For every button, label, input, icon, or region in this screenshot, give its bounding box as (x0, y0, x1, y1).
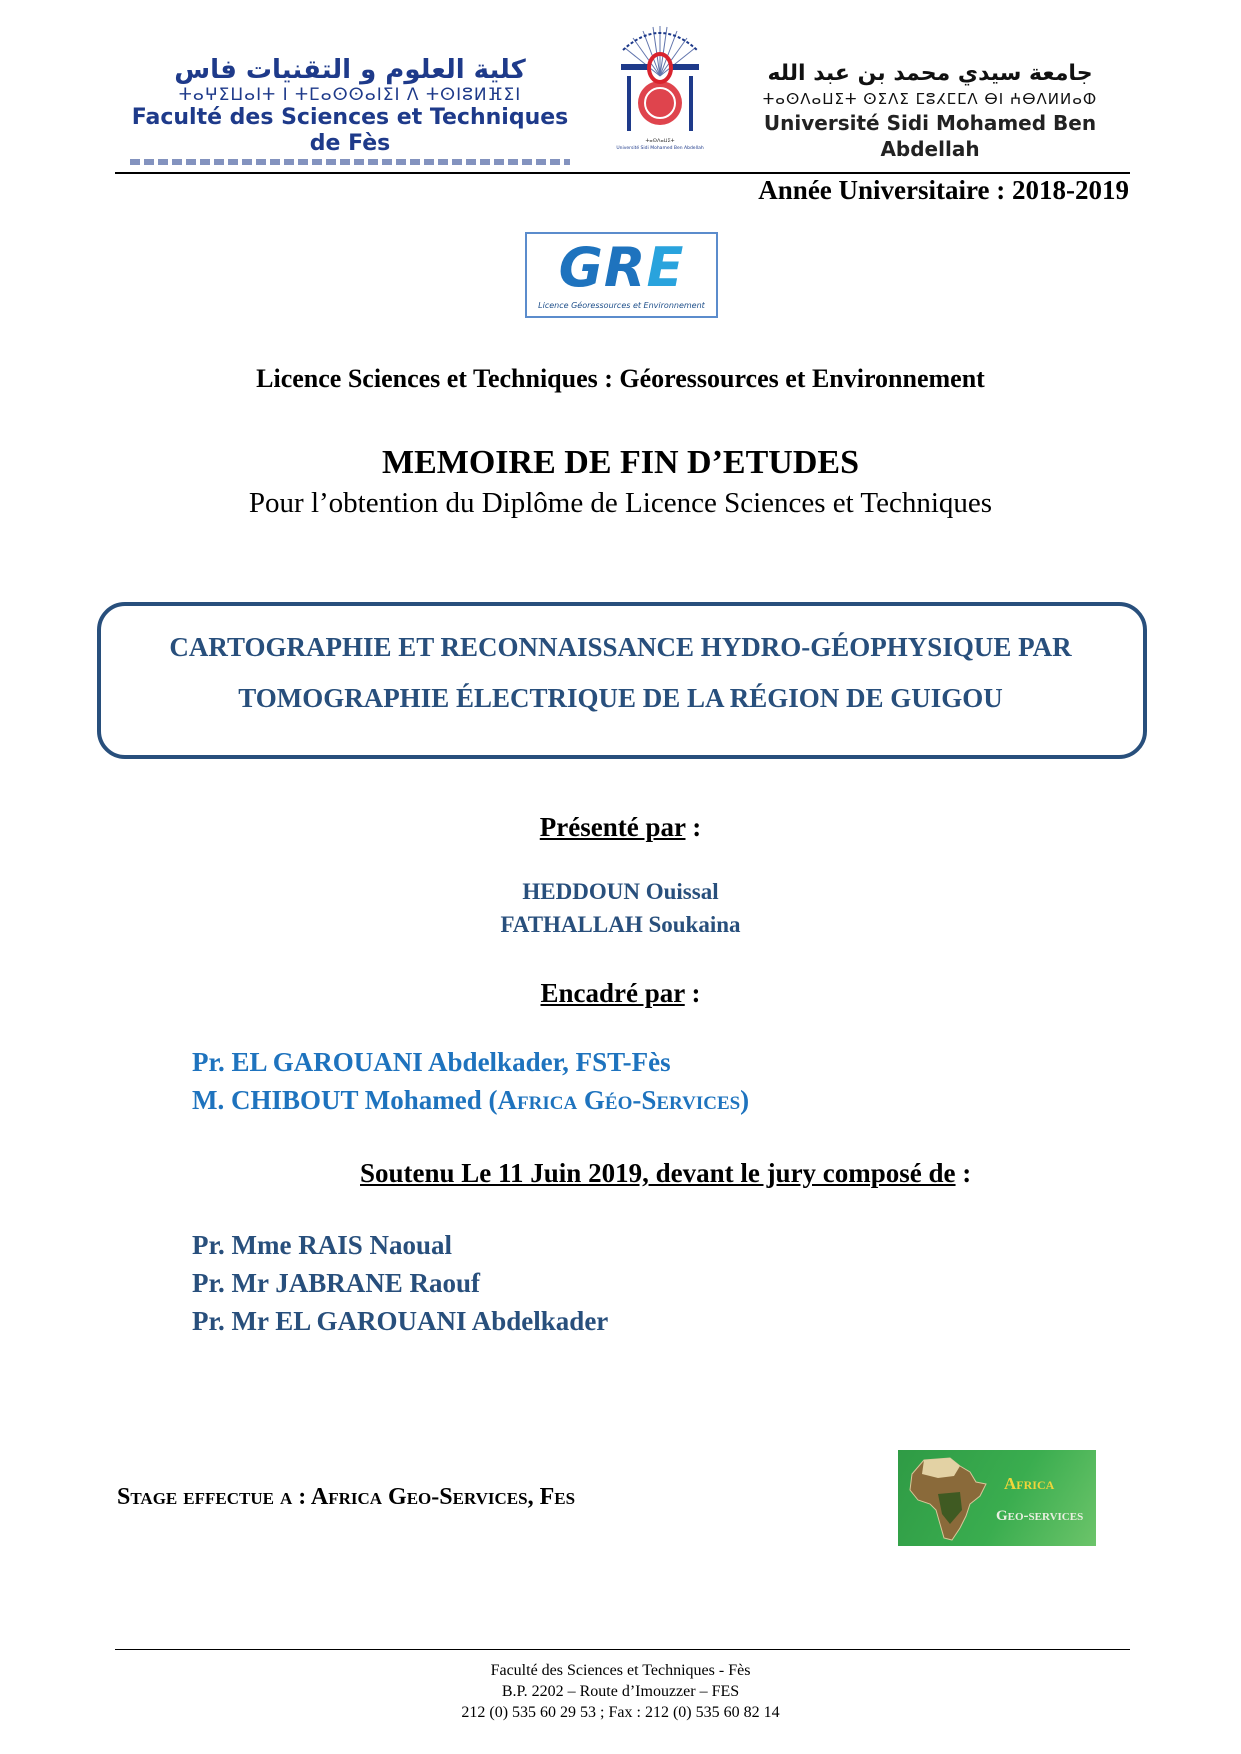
gre-logo-subtitle: Licence Géoressources et Environnement (538, 301, 705, 310)
supervisor-affiliation: (Africa Géo-Services) (488, 1085, 750, 1115)
university-tifinagh-name: ⵜⴰⵙⴷⴰⵡⵉⵜ ⵙⵉⴷⵉ ⵎⵓⵃⵎⵎⴷ ⴱⵏ ⵄⴱⴷⵍⵍⴰⵀ (762, 90, 1098, 108)
fst-logo-underline (130, 159, 570, 165)
university-logo (735, 60, 1125, 162)
student-name: FATHALLAH Soukaina (500, 912, 741, 937)
document-type-title: MEMOIRE DE FIN D’ETUDES (382, 444, 859, 481)
header-divider (115, 172, 1130, 174)
supervisor-name: Pr. EL GAROUANI Abdelkader, FST-Fès (192, 1047, 671, 1077)
presented-by-colon: : (685, 812, 702, 842)
fst-french-name: Faculté des Sciences et Techniques de Fès (131, 105, 569, 156)
student-name: HEDDOUN Ouissal (522, 879, 719, 904)
program-name: Licence Sciences et Techniques : Géoressources et Environnement (256, 364, 985, 393)
emblem-caption-tifinagh: ⵜⴰⵙⴷⴰⵡⵉⵜ (645, 138, 675, 144)
supervised-by-label: Encadré par (540, 978, 685, 1008)
fst-arabic-name: كلية العلوم و التقنيات فاس (174, 55, 526, 85)
university-arabic-name: جامعة سيدي محمد بن عبد الله (767, 61, 1093, 86)
academic-year: Année Universitaire : 2018-2019 (758, 175, 1129, 205)
university-emblem-icon (615, 18, 705, 153)
africa-map-icon (904, 1454, 992, 1544)
supervisor-name-text: M. CHIBOUT Mohamed (192, 1085, 489, 1115)
defense-colon: : (955, 1158, 972, 1188)
jury-member: Pr. Mme RAIS Naoual (192, 1230, 452, 1260)
footer-address: B.P. 2202 – Route d’Imouzzer – FES (501, 1683, 740, 1700)
africa-logo-word-1: Africa (1004, 1474, 1055, 1493)
jury-member: Pr. Mr EL GAROUANI Abdelkader (192, 1306, 609, 1336)
emblem-caption-french: Université Sidi Mohamed Ben Abdellah (616, 146, 704, 151)
africa-logo-word-2: Geo-services (996, 1508, 1084, 1524)
internship-location: Stage effectue a : Africa Geo-Services, Fes (117, 1484, 576, 1510)
supervisor-name (192, 1085, 749, 1116)
footer-divider (115, 1649, 1130, 1650)
gre-logo (525, 232, 718, 318)
jury-member: Pr. Mr JABRANE Raouf (192, 1268, 480, 1298)
footer-phone-fax: 212 (0) 535 60 29 53 ; Fax : 212 (0) 535 60 82 14 (461, 1704, 780, 1721)
footer-institution: Faculté des Sciences et Techniques - Fès (490, 1662, 751, 1679)
diploma-subtitle: Pour l’obtention du Diplôme de Licence Sciences et Techniques (248, 487, 993, 519)
gre-letters-gr: GR (558, 236, 647, 299)
gre-letter-e: E (646, 236, 685, 299)
fst-logo (125, 55, 575, 165)
supervised-by-heading (0, 978, 1241, 1009)
thesis-title-line-2: TOMOGRAPHIE ÉLECTRIQUE DE LA RÉGION DE GUIGOU (238, 683, 1003, 713)
defense-heading (360, 1158, 971, 1189)
fst-tifinagh-name: ⵜⴰⵖⵉⵡⴰⵏⵜ ⵏ ⵜⵎⴰⵙⵙⴰⵏⵉⵏ ⴷ ⵜⵙⵏⵓⵍⴼⵉⵏ (178, 85, 522, 105)
supervised-by-colon: : (684, 978, 701, 1008)
university-french-name: Université Sidi Mohamed Ben Abdellah (763, 111, 1097, 161)
presented-by-heading (0, 812, 1241, 843)
defense-label: Soutenu Le 11 Juin 2019, devant le jury composé de (360, 1158, 956, 1188)
thesis-title-box (97, 602, 1147, 759)
gre-logo-letters (527, 238, 716, 298)
africa-geo-services-logo (898, 1450, 1096, 1546)
presented-by-label: Présenté par (539, 812, 686, 842)
thesis-title-line-1: CARTOGRAPHIE ET RECONNAISSANCE HYDRO-GÉOPHYSIQUE PAR (169, 632, 1072, 662)
